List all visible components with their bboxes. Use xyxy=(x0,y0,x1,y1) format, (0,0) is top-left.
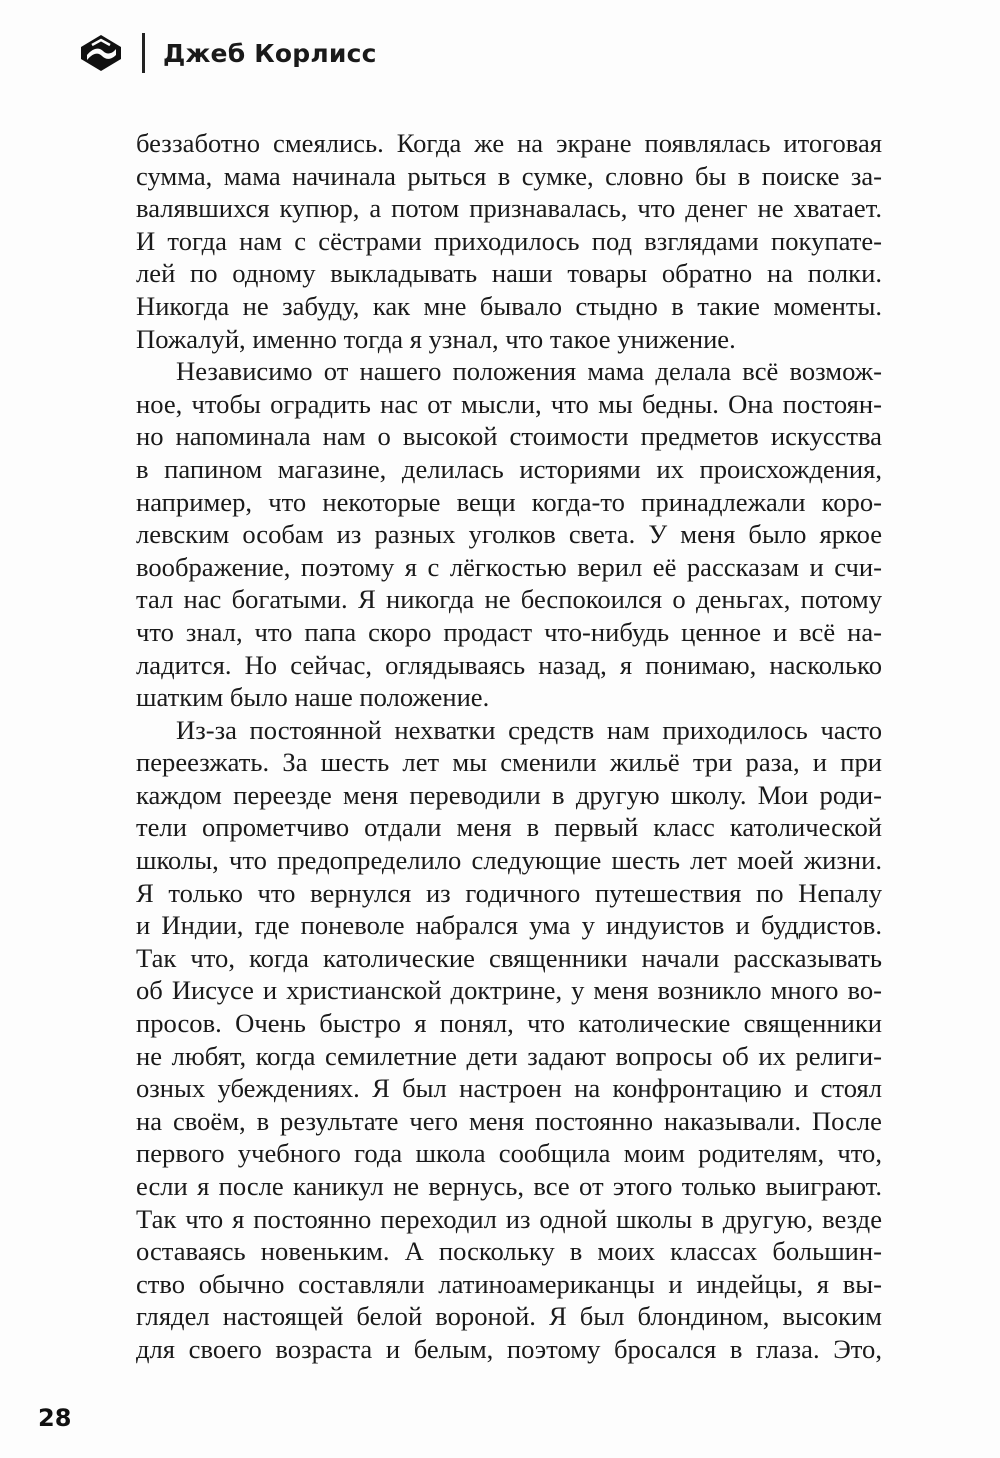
text-line: на своём, в результате чего меня постоянно наказывали. После xyxy=(136,1105,882,1136)
text-line: не любят, когда семилетние дети задают вопросы об их религи- xyxy=(136,1040,882,1071)
text-line: каждом переезде меня переводили в другую школу. Мои роди- xyxy=(136,779,882,810)
text-line: Пожалуй, именно тогда я узнал, что такое унижение. xyxy=(136,323,736,354)
header-divider xyxy=(142,33,145,73)
text-line: что знал, что папа скоро продаст что-нибудь ценное и всё на- xyxy=(136,616,882,647)
text-line: озных убеждениях. Я был настроен на конфронтацию и стоял xyxy=(136,1073,882,1104)
text-line: Никогда не забуду, как мне бывало стыдно в такие моменты. xyxy=(136,290,882,321)
running-header xyxy=(78,28,377,78)
text-line: если я после каникул не вернусь, все от этого только выиграют. xyxy=(136,1171,882,1201)
text-line: ное, чтобы оградить нас от мысли, что мы бедны. Она постоян- xyxy=(136,388,882,419)
text-line: Я только что вернулся из годичного путешествия по Непалу xyxy=(136,877,882,908)
author-name: Джеб Корлисс xyxy=(163,38,377,68)
text-line: Независимо от нашего положения мама делала всё возмож- xyxy=(176,356,882,387)
text-line: первого учебного года школа сообщила моим родителям, что, xyxy=(136,1138,882,1169)
text-line: ладится. Но сейчас, оглядываясь назад, я понимаю, насколько xyxy=(136,649,882,680)
text-line: сумма, мама начинала рыться в сумке, словно бы в поиске за- xyxy=(136,160,882,191)
text-line: валявшихся купюр, а потом признавалась, что денег не хватает. xyxy=(136,193,882,224)
text-line: и Индии, где поневоле набрался ума у индуистов и буддистов. xyxy=(136,910,882,941)
page-number: 28 xyxy=(38,1404,72,1432)
text-line: И тогда нам с сёстрами приходилось под взглядами покупате- xyxy=(136,225,882,256)
text-line: тал нас богатыми. Я никогда не беспокоился о деньгах, потому xyxy=(136,584,882,615)
text-line: лей по одному выкладывать наши товары обратно на полки. xyxy=(136,258,882,289)
text-line: Так что я постоянно переходил из одной школы в другую, везде xyxy=(136,1203,882,1234)
text-line: школы, что предопределило следующие шесть лет моей жизни. xyxy=(136,845,882,876)
text-line: оставаясь новеньким. А поскольку в моих классах большин- xyxy=(136,1236,882,1267)
text-line: для своего возраста и белым, поэтому бросался в глаза. Это, xyxy=(136,1333,882,1364)
text-line: левским особам из разных уголков света. У меня было яркое xyxy=(136,519,882,550)
text-line: тели опрометчиво отдали меня в первый класс католической xyxy=(136,812,882,843)
text-line: просов. Очень быстро я понял, что католические священники xyxy=(136,1008,882,1039)
text-line: Так что, когда католические священники начали рассказывать xyxy=(136,942,882,973)
text-line: в папином магазине, делилась историями их происхождения, xyxy=(136,453,882,484)
body-text xyxy=(136,127,882,1366)
text-line: беззаботно смеялись. Когда же на экране появлялась итоговая xyxy=(136,128,882,158)
text-line: но напоминала нам о высокой стоимости предметов искусства xyxy=(136,421,882,452)
text-line: Из-за постоянной нехватки средств нам приходилось часто xyxy=(176,714,882,745)
paragraph xyxy=(136,355,882,714)
text-line: шатким было наше положение. xyxy=(136,682,490,713)
paragraph xyxy=(136,714,882,1366)
text-line: об Иисусе и христианской доктрине, у меня возникло много во- xyxy=(136,975,882,1006)
text-line: ство обычно составляли латиноамериканцы и индейцы, я вы- xyxy=(136,1268,882,1299)
text-line: глядел настоящей белой вороной. Я был блондином, высоким xyxy=(136,1301,882,1332)
publisher-logo-icon xyxy=(78,33,124,73)
paragraph xyxy=(136,127,882,355)
text-line: воображение, поэтому я с лёгкостью верил её рассказам и счи- xyxy=(136,551,882,582)
text-line: например, что некоторые вещи когда-то принадлежали коро- xyxy=(136,486,882,517)
text-line: переезжать. За шесть лет мы сменили жильё три раза, и при xyxy=(136,747,882,778)
